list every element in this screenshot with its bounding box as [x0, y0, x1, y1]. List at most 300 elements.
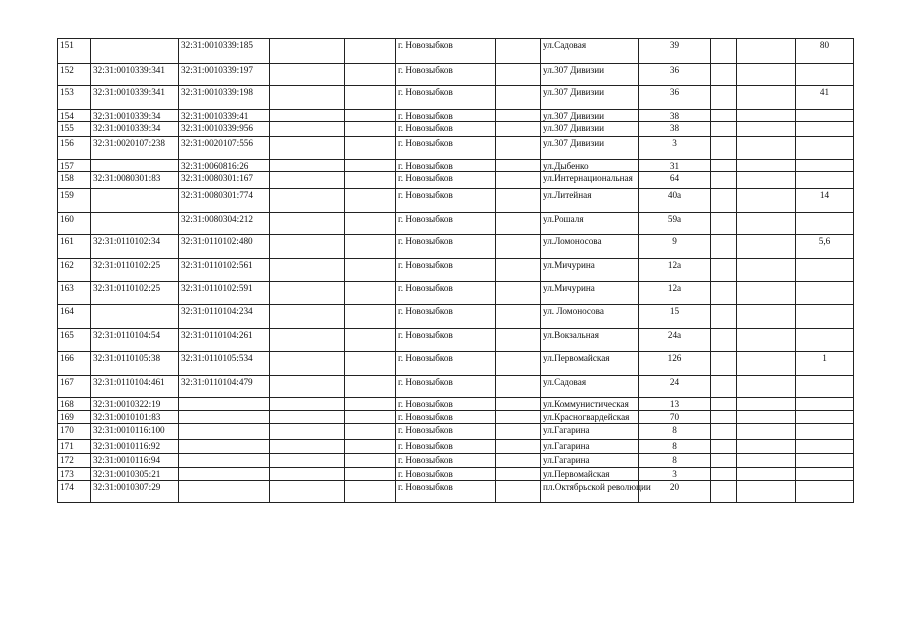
apartment-cell	[796, 468, 854, 481]
empty-cell	[496, 376, 541, 398]
house-number-cell: 126	[639, 352, 711, 376]
cadastral-number-2-cell: 32:31:0010339:956	[179, 122, 270, 137]
apartment-cell	[796, 172, 854, 189]
cadastral-number-2-cell: 32:31:0010339:185	[179, 39, 270, 64]
empty-cell	[496, 213, 541, 235]
empty-cell	[345, 411, 396, 424]
empty-cell	[737, 440, 796, 454]
row-number-cell: 163	[58, 282, 91, 305]
empty-cell	[345, 64, 396, 86]
street-cell: ул.Интернациональная	[541, 172, 639, 189]
empty-cell	[496, 305, 541, 329]
table-row	[58, 137, 854, 160]
empty-cell	[711, 454, 737, 468]
apartment-cell: 5,6	[796, 235, 854, 259]
cadastral-number-2-cell: 32:31:0080304:212	[179, 213, 270, 235]
row-number-cell: 161	[58, 235, 91, 259]
street-cell: ул.Рошаля	[541, 213, 639, 235]
empty-cell	[270, 160, 345, 172]
house-number-cell: 20	[639, 481, 711, 503]
street-cell: ул.Садовая	[541, 39, 639, 64]
empty-cell	[737, 329, 796, 352]
empty-cell	[711, 64, 737, 86]
empty-cell	[737, 411, 796, 424]
city-cell: г. Новозыбков	[396, 86, 496, 110]
empty-cell	[496, 137, 541, 160]
row-number-cell: 160	[58, 213, 91, 235]
empty-cell	[345, 137, 396, 160]
city-cell: г. Новозыбков	[396, 411, 496, 424]
empty-cell	[496, 235, 541, 259]
table-row	[58, 440, 854, 454]
registry-table-body	[58, 39, 854, 503]
apartment-cell	[796, 137, 854, 160]
empty-cell	[345, 454, 396, 468]
empty-cell	[496, 172, 541, 189]
empty-cell	[737, 110, 796, 122]
empty-cell	[496, 110, 541, 122]
empty-cell	[270, 86, 345, 110]
apartment-cell	[796, 411, 854, 424]
table-row	[58, 235, 854, 259]
table-row	[58, 122, 854, 137]
cadastral-number-cell: 32:31:0110104:461	[91, 376, 179, 398]
apartment-cell	[796, 305, 854, 329]
empty-cell	[270, 213, 345, 235]
empty-cell	[737, 282, 796, 305]
apartment-cell	[796, 329, 854, 352]
empty-cell	[345, 189, 396, 213]
empty-cell	[737, 137, 796, 160]
row-number-cell: 168	[58, 398, 91, 411]
cadastral-number-cell	[91, 305, 179, 329]
empty-cell	[270, 352, 345, 376]
house-number-cell: 8	[639, 440, 711, 454]
empty-cell	[711, 481, 737, 503]
cadastral-number-cell: 32:31:0110105:38	[91, 352, 179, 376]
empty-cell	[496, 160, 541, 172]
row-number-cell: 173	[58, 468, 91, 481]
empty-cell	[345, 468, 396, 481]
cadastral-number-2-cell	[179, 454, 270, 468]
street-cell: ул. Ломоносова	[541, 305, 639, 329]
empty-cell	[270, 329, 345, 352]
empty-cell	[737, 39, 796, 64]
table-row	[58, 172, 854, 189]
street-cell: ул.Вокзальная	[541, 329, 639, 352]
house-number-cell: 59а	[639, 213, 711, 235]
street-cell: ул.Мичурина	[541, 259, 639, 282]
row-number-cell: 174	[58, 481, 91, 503]
cadastral-number-2-cell: 32:31:0110104:234	[179, 305, 270, 329]
table-row	[58, 39, 854, 64]
empty-cell	[737, 160, 796, 172]
empty-cell	[270, 64, 345, 86]
cadastral-number-cell: 32:31:0010116:100	[91, 424, 179, 440]
empty-cell	[270, 110, 345, 122]
empty-cell	[711, 259, 737, 282]
empty-cell	[270, 411, 345, 424]
apartment-cell	[796, 122, 854, 137]
cadastral-number-2-cell: 32:31:0020107:556	[179, 137, 270, 160]
empty-cell	[711, 398, 737, 411]
empty-cell	[737, 424, 796, 440]
street-cell: ул.Коммунистическая	[541, 398, 639, 411]
empty-cell	[737, 172, 796, 189]
street-cell: ул.Мичурина	[541, 282, 639, 305]
empty-cell	[270, 468, 345, 481]
cadastral-number-cell: 32:31:0020107:238	[91, 137, 179, 160]
cadastral-number-2-cell: 32:31:0110105:534	[179, 352, 270, 376]
row-number-cell: 165	[58, 329, 91, 352]
empty-cell	[496, 39, 541, 64]
empty-cell	[711, 329, 737, 352]
cadastral-number-cell: 32:31:0110102:25	[91, 282, 179, 305]
empty-cell	[737, 352, 796, 376]
row-number-cell: 152	[58, 64, 91, 86]
apartment-cell: 1	[796, 352, 854, 376]
cadastral-number-cell	[91, 160, 179, 172]
empty-cell	[737, 305, 796, 329]
house-number-cell: 8	[639, 454, 711, 468]
empty-cell	[711, 468, 737, 481]
cadastral-number-cell	[91, 213, 179, 235]
empty-cell	[711, 172, 737, 189]
empty-cell	[345, 122, 396, 137]
empty-cell	[270, 481, 345, 503]
city-cell: г. Новозыбков	[396, 160, 496, 172]
row-number-cell: 167	[58, 376, 91, 398]
street-cell: ул.Гагарина	[541, 440, 639, 454]
empty-cell	[496, 481, 541, 503]
city-cell: г. Новозыбков	[396, 398, 496, 411]
cadastral-number-cell	[91, 39, 179, 64]
cadastral-number-2-cell: 32:31:0110104:479	[179, 376, 270, 398]
cadastral-number-2-cell	[179, 468, 270, 481]
apartment-cell	[796, 282, 854, 305]
house-number-cell: 15	[639, 305, 711, 329]
cadastral-number-cell	[91, 189, 179, 213]
empty-cell	[345, 86, 396, 110]
city-cell: г. Новозыбков	[396, 305, 496, 329]
row-number-cell: 151	[58, 39, 91, 64]
empty-cell	[270, 424, 345, 440]
empty-cell	[737, 481, 796, 503]
street-cell: ул.Первомайская	[541, 468, 639, 481]
empty-cell	[270, 305, 345, 329]
empty-cell	[345, 329, 396, 352]
table-row	[58, 110, 854, 122]
table-row	[58, 189, 854, 213]
apartment-cell: 41	[796, 86, 854, 110]
house-number-cell: 24	[639, 376, 711, 398]
cadastral-number-2-cell	[179, 398, 270, 411]
empty-cell	[345, 259, 396, 282]
house-number-cell: 24а	[639, 329, 711, 352]
table-row	[58, 259, 854, 282]
house-number-cell: 3	[639, 468, 711, 481]
house-number-cell: 38	[639, 122, 711, 137]
street-cell: ул.Садовая	[541, 376, 639, 398]
street-cell: ул.307 Дивизии	[541, 137, 639, 160]
row-number-cell: 158	[58, 172, 91, 189]
row-number-cell: 172	[58, 454, 91, 468]
empty-cell	[345, 235, 396, 259]
house-number-cell: 12а	[639, 282, 711, 305]
cadastral-number-2-cell: 32:31:0110102:480	[179, 235, 270, 259]
empty-cell	[345, 213, 396, 235]
house-number-cell: 3	[639, 137, 711, 160]
row-number-cell: 170	[58, 424, 91, 440]
empty-cell	[737, 376, 796, 398]
empty-cell	[345, 424, 396, 440]
cadastral-number-cell: 32:31:0110102:25	[91, 259, 179, 282]
city-cell: г. Новозыбков	[396, 39, 496, 64]
empty-cell	[345, 398, 396, 411]
empty-cell	[496, 122, 541, 137]
empty-cell	[496, 454, 541, 468]
row-number-cell: 155	[58, 122, 91, 137]
empty-cell	[711, 352, 737, 376]
cadastral-number-cell: 32:31:0010101:83	[91, 411, 179, 424]
row-number-cell: 159	[58, 189, 91, 213]
city-cell: г. Новозыбков	[396, 468, 496, 481]
empty-cell	[737, 468, 796, 481]
empty-cell	[711, 39, 737, 64]
empty-cell	[711, 424, 737, 440]
table-row	[58, 424, 854, 440]
street-cell: ул.307 Дивизии	[541, 122, 639, 137]
row-number-cell: 171	[58, 440, 91, 454]
empty-cell	[496, 352, 541, 376]
cadastral-number-cell: 32:31:0080301:83	[91, 172, 179, 189]
table-row	[58, 86, 854, 110]
cadastral-number-cell: 32:31:0110102:34	[91, 235, 179, 259]
empty-cell	[270, 282, 345, 305]
cadastral-number-cell: 32:31:0010339:341	[91, 64, 179, 86]
apartment-cell	[796, 110, 854, 122]
cadastral-number-cell: 32:31:0010322:19	[91, 398, 179, 411]
apartment-cell	[796, 424, 854, 440]
empty-cell	[270, 376, 345, 398]
city-cell: г. Новозыбков	[396, 235, 496, 259]
cadastral-number-cell: 32:31:0010116:92	[91, 440, 179, 454]
city-cell: г. Новозыбков	[396, 64, 496, 86]
cadastral-number-cell: 32:31:0010116:94	[91, 454, 179, 468]
empty-cell	[345, 39, 396, 64]
empty-cell	[711, 305, 737, 329]
empty-cell	[270, 398, 345, 411]
empty-cell	[737, 454, 796, 468]
empty-cell	[711, 110, 737, 122]
empty-cell	[345, 282, 396, 305]
city-cell: г. Новозыбков	[396, 454, 496, 468]
empty-cell	[270, 189, 345, 213]
city-cell: г. Новозыбков	[396, 172, 496, 189]
row-number-cell: 154	[58, 110, 91, 122]
empty-cell	[496, 440, 541, 454]
street-cell: ул.Красногвардейская	[541, 411, 639, 424]
empty-cell	[345, 352, 396, 376]
empty-cell	[345, 110, 396, 122]
empty-cell	[270, 137, 345, 160]
empty-cell	[496, 259, 541, 282]
city-cell: г. Новозыбков	[396, 352, 496, 376]
house-number-cell: 36	[639, 86, 711, 110]
cadastral-number-cell: 32:31:0010307:29	[91, 481, 179, 503]
city-cell: г. Новозыбков	[396, 481, 496, 503]
row-number-cell: 162	[58, 259, 91, 282]
cadastral-number-2-cell	[179, 481, 270, 503]
empty-cell	[711, 235, 737, 259]
empty-cell	[711, 440, 737, 454]
house-number-cell: 70	[639, 411, 711, 424]
city-cell: г. Новозыбков	[396, 137, 496, 160]
cadastral-number-2-cell: 32:31:0010339:198	[179, 86, 270, 110]
cadastral-number-2-cell: 32:31:0080301:167	[179, 172, 270, 189]
cadastral-number-cell: 32:31:0010305:21	[91, 468, 179, 481]
city-cell: г. Новозыбков	[396, 424, 496, 440]
city-cell: г. Новозыбков	[396, 189, 496, 213]
empty-cell	[737, 213, 796, 235]
empty-cell	[711, 122, 737, 137]
house-number-cell: 8	[639, 424, 711, 440]
table-row	[58, 160, 854, 172]
cadastral-number-2-cell: 32:31:0010339:41	[179, 110, 270, 122]
house-number-cell: 31	[639, 160, 711, 172]
empty-cell	[496, 411, 541, 424]
city-cell: г. Новозыбков	[396, 259, 496, 282]
apartment-cell: 14	[796, 189, 854, 213]
apartment-cell	[796, 64, 854, 86]
street-cell: ул.Литейная	[541, 189, 639, 213]
table-row	[58, 213, 854, 235]
cadastral-number-2-cell: 32:31:0110102:561	[179, 259, 270, 282]
empty-cell	[270, 172, 345, 189]
street-cell: ул.307 Дивизии	[541, 64, 639, 86]
cadastral-number-2-cell: 32:31:0060816:26	[179, 160, 270, 172]
apartment-cell	[796, 160, 854, 172]
street-cell: ул.Дыбенко	[541, 160, 639, 172]
city-cell: г. Новозыбков	[396, 329, 496, 352]
empty-cell	[711, 160, 737, 172]
house-number-cell: 64	[639, 172, 711, 189]
house-number-cell: 39	[639, 39, 711, 64]
table-row	[58, 329, 854, 352]
empty-cell	[345, 376, 396, 398]
empty-cell	[496, 86, 541, 110]
empty-cell	[496, 398, 541, 411]
empty-cell	[345, 305, 396, 329]
registry-table	[57, 38, 854, 503]
row-number-cell: 157	[58, 160, 91, 172]
cadastral-number-cell: 32:31:0110104:54	[91, 329, 179, 352]
empty-cell	[345, 160, 396, 172]
city-cell: г. Новозыбков	[396, 440, 496, 454]
city-cell: г. Новозыбков	[396, 282, 496, 305]
empty-cell	[737, 86, 796, 110]
empty-cell	[270, 454, 345, 468]
empty-cell	[737, 122, 796, 137]
row-number-cell: 153	[58, 86, 91, 110]
empty-cell	[345, 440, 396, 454]
cadastral-number-cell: 32:31:0010339:34	[91, 110, 179, 122]
table-row	[58, 411, 854, 424]
cadastral-number-2-cell: 32:31:0080301:774	[179, 189, 270, 213]
empty-cell	[711, 213, 737, 235]
street-cell: ул.Ломоносова	[541, 235, 639, 259]
cadastral-number-cell: 32:31:0010339:341	[91, 86, 179, 110]
empty-cell	[737, 189, 796, 213]
cadastral-number-cell: 32:31:0010339:34	[91, 122, 179, 137]
empty-cell	[711, 282, 737, 305]
cadastral-number-2-cell: 32:31:0110102:591	[179, 282, 270, 305]
table-row	[58, 64, 854, 86]
apartment-cell	[796, 376, 854, 398]
table-row	[58, 352, 854, 376]
empty-cell	[711, 189, 737, 213]
city-cell: г. Новозыбков	[396, 213, 496, 235]
empty-cell	[711, 137, 737, 160]
empty-cell	[737, 259, 796, 282]
row-number-cell: 166	[58, 352, 91, 376]
empty-cell	[270, 39, 345, 64]
city-cell: г. Новозыбков	[396, 376, 496, 398]
empty-cell	[496, 64, 541, 86]
empty-cell	[270, 122, 345, 137]
apartment-cell	[796, 398, 854, 411]
empty-cell	[496, 468, 541, 481]
table-row	[58, 305, 854, 329]
table-row	[58, 376, 854, 398]
empty-cell	[270, 235, 345, 259]
empty-cell	[496, 189, 541, 213]
street-cell: ул.Гагарина	[541, 424, 639, 440]
table-row	[58, 282, 854, 305]
cadastral-number-2-cell	[179, 411, 270, 424]
table-row	[58, 398, 854, 411]
street-cell: ул.Первомайская	[541, 352, 639, 376]
table-row	[58, 481, 854, 503]
empty-cell	[270, 259, 345, 282]
empty-cell	[711, 411, 737, 424]
row-number-cell: 169	[58, 411, 91, 424]
empty-cell	[737, 64, 796, 86]
empty-cell	[496, 329, 541, 352]
empty-cell	[345, 172, 396, 189]
empty-cell	[270, 440, 345, 454]
house-number-cell: 12а	[639, 259, 711, 282]
street-cell: ул.307 Дивизии	[541, 110, 639, 122]
table-row	[58, 468, 854, 481]
house-number-cell: 40а	[639, 189, 711, 213]
street-cell: ул.Гагарина	[541, 454, 639, 468]
empty-cell	[737, 235, 796, 259]
city-cell: г. Новозыбков	[396, 122, 496, 137]
empty-cell	[345, 481, 396, 503]
empty-cell	[496, 424, 541, 440]
street-cell: пл.Октябрьской революции	[541, 481, 639, 503]
empty-cell	[737, 398, 796, 411]
row-number-cell: 164	[58, 305, 91, 329]
apartment-cell	[796, 440, 854, 454]
house-number-cell: 13	[639, 398, 711, 411]
row-number-cell: 156	[58, 137, 91, 160]
cadastral-number-2-cell	[179, 424, 270, 440]
apartment-cell: 80	[796, 39, 854, 64]
table-row	[58, 454, 854, 468]
apartment-cell	[796, 454, 854, 468]
